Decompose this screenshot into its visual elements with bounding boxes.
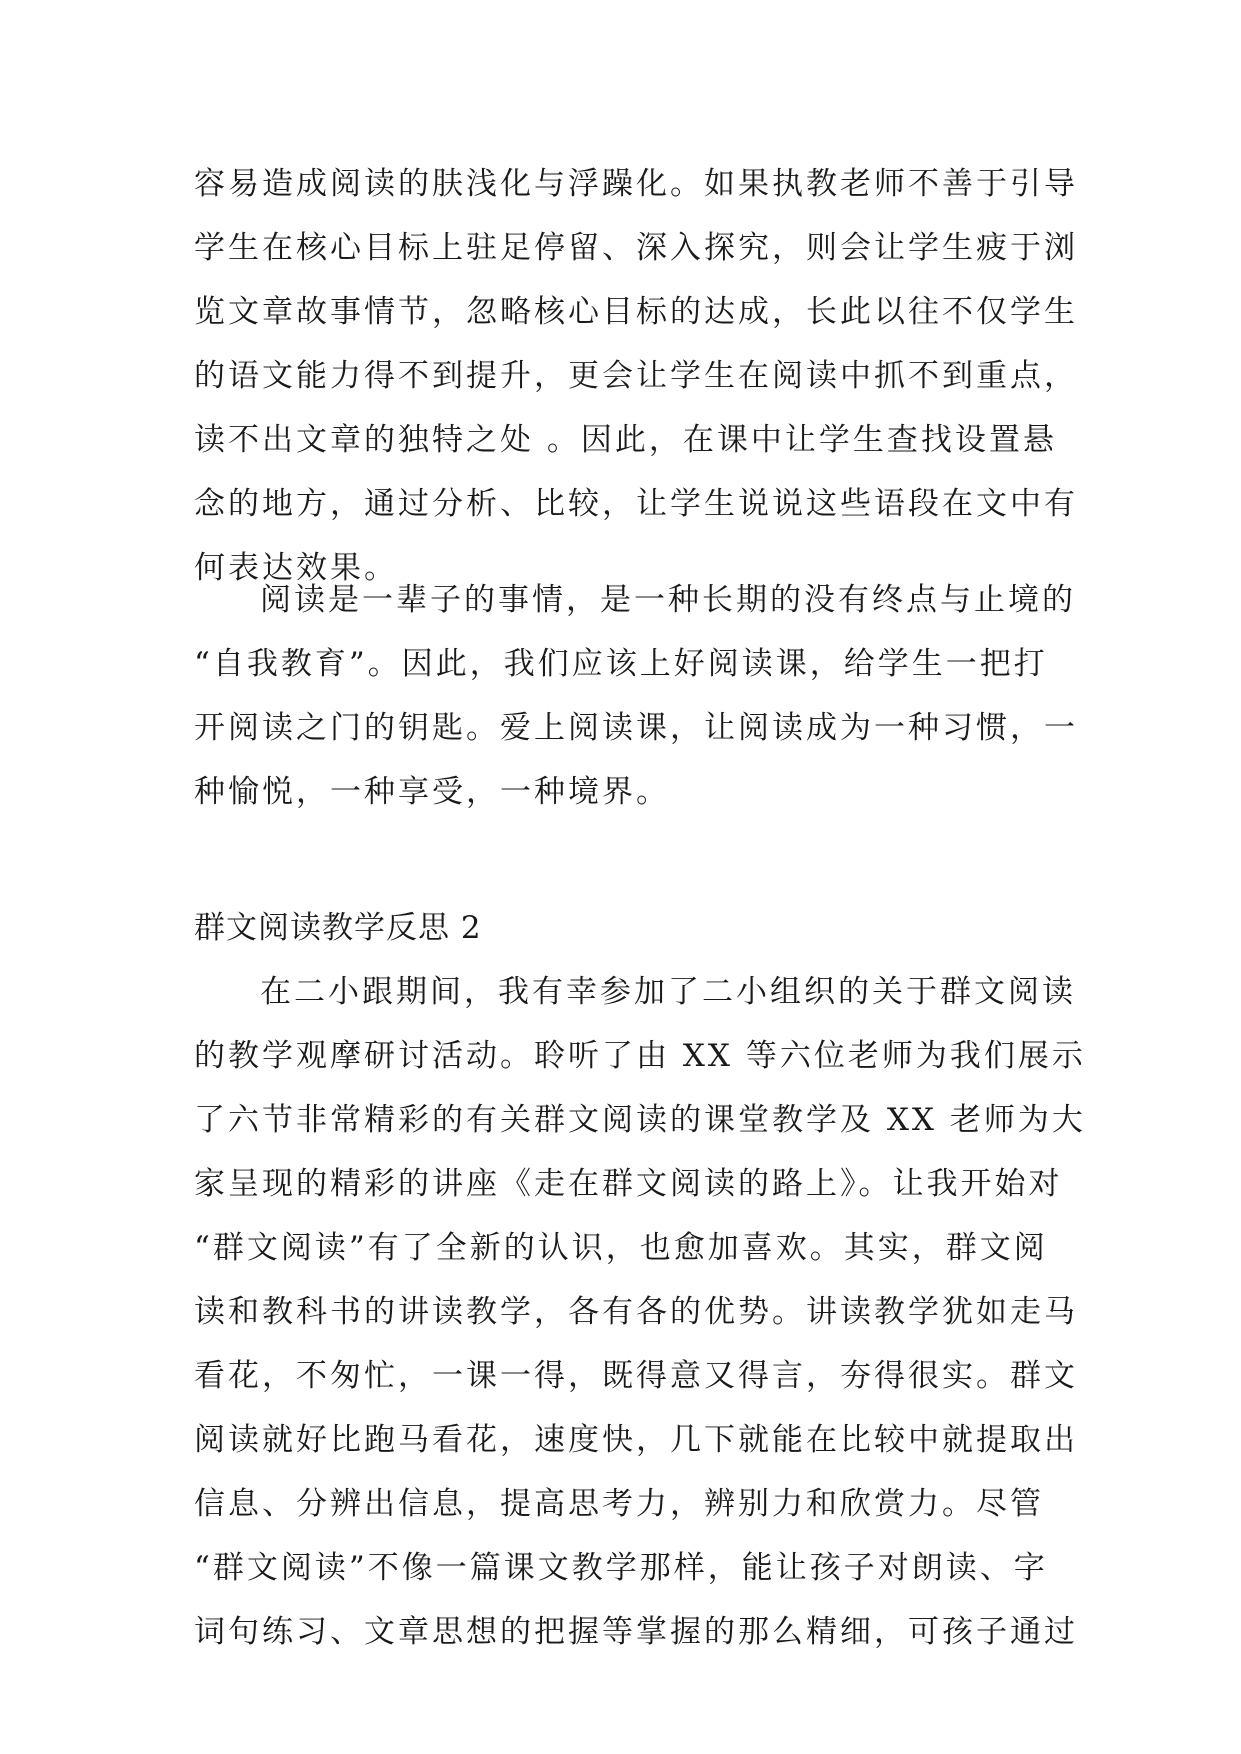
paragraph-line: “自我教育”。因此，我们应该上好阅读课，给学生一把打 bbox=[194, 646, 1048, 682]
paragraph-line: 看花，不匆忙，一课一得，既得意又得言，夯得很实。群文 bbox=[194, 1358, 1078, 1394]
paragraph-line: 开阅读之门的钥匙。爱上阅读课，让阅读成为一种习惯，一 bbox=[194, 710, 1078, 746]
paragraph-line: 阅读就好比跑马看花，速度快，几下就能在比较中就提取出 bbox=[194, 1422, 1078, 1458]
section-heading: 群文阅读教学反思 2 bbox=[194, 910, 482, 946]
paragraph-line: 种愉悦，一种享受，一种境界。 bbox=[194, 774, 670, 810]
paragraph-line: 在二小跟期间，我有幸参加了二小组织的关于群文阅读 bbox=[260, 974, 1076, 1010]
paragraph-line: 容易造成阅读的肤浅化与浮躁化。如果执教老师不善于引导 bbox=[194, 166, 1078, 202]
paragraph-line: 读不出文章的独特之处 。因此，在课中让学生查找设置悬 bbox=[194, 422, 1057, 458]
paragraph-line: 读和教科书的讲读教学，各有各的优势。讲读教学犹如走马 bbox=[194, 1294, 1078, 1330]
paragraph-line: 学生在核心目标上驻足停留、深入探究，则会让学生疲于浏 bbox=[194, 230, 1078, 266]
paragraph-line: “群文阅读”有了全新的认识，也愈加喜欢。其实，群文阅 bbox=[194, 1230, 1048, 1266]
paragraph-line: “群文阅读”不像一篇课文教学那样，能让孩子对朗读、字 bbox=[194, 1550, 1048, 1586]
paragraph-line: 念的地方，通过分析、比较，让学生说说这些语段在文中有 bbox=[194, 486, 1078, 522]
paragraph-line: 家呈现的精彩的讲座《走在群文阅读的路上》。让我开始对 bbox=[194, 1166, 1063, 1202]
paragraph-line: 阅读是一辈子的事情，是一种长期的没有终点与止境的 bbox=[260, 582, 1076, 618]
paragraph-line: 信息、分辨出信息，提高思考力，辨别力和欣赏力。尽管 bbox=[194, 1486, 1044, 1522]
paragraph-line: 了六节非常精彩的有关群文阅读的课堂教学及 XX 老师为大 bbox=[194, 1102, 1086, 1138]
paragraph-line: 览文章故事情节，忽略核心目标的达成，长此以往不仅学生 bbox=[194, 294, 1078, 330]
paragraph-line: 何表达效果。 bbox=[194, 550, 398, 586]
paragraph-3 bbox=[194, 960, 1086, 1664]
paragraph-line: 词句练习、文章思想的把握等掌握的那么精细，可孩子通过 bbox=[194, 1614, 1078, 1650]
paragraph-2 bbox=[194, 568, 1078, 824]
paragraph-line: 的语文能力得不到提升，更会让学生在阅读中抓不到重点， bbox=[194, 358, 1078, 394]
paragraph-line: 的教学观摩研讨活动。聆听了由 XX 等六位老师为我们展示 bbox=[194, 1038, 1086, 1074]
